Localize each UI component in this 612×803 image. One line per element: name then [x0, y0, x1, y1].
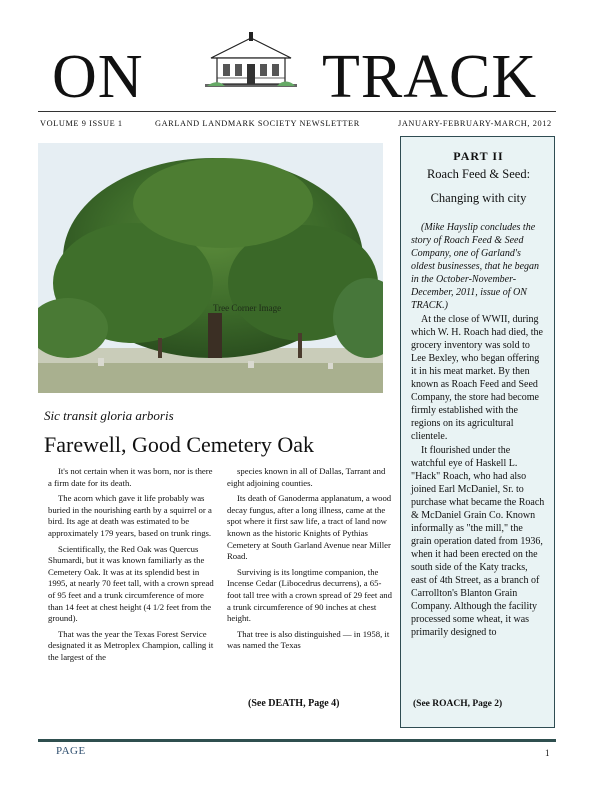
page-number: 1 [545, 748, 550, 758]
photo-overlay-text: Tree Corner Image [213, 303, 282, 313]
newsletter-name: GARLAND LANDMARK SOCIETY NEWSLETTER [155, 119, 360, 128]
sidebar-title-line-2: Changing with city [430, 191, 527, 205]
depot-building-icon [205, 30, 297, 90]
masthead-title-right: TRACK [322, 43, 538, 111]
sidebar-intro: (Mike Hayslip concludes the story of Roach Feed & Seed Company, one of Garland's oldest businesses, that he began in the October-November-December, 2011, issue of ON TRACK.) [411, 222, 540, 311]
sidebar-continued-link[interactable]: (See ROACH, Page 2) [413, 699, 503, 709]
article-paragraph: That was the year the Texas Forest Service designated it as Metroplex Champion, calling it the largest of the [48, 628, 214, 662]
article-paragraph: Scientifically, the Red Oak was Quercus Shumardi, but it was known familiarly as the Cemetery Oak. It was at its splendid best in 1995, at nearly 70 feet tall, with a crown spread of 95 feet and a trunk circumference of more than 14 feet at chest height (4 1/2 feet from the ground). [48, 543, 214, 624]
sidebar-paragraph: At the close of WWII, during which W. H. Roach had died, the grocery inventory was sold to Lee Bexley, who began offering it in his meat market. By then known as Roach Feed and Seed Company, the store had become firmly established with the regions on its agricultural clientele. [411, 314, 543, 442]
sidebar-body [411, 221, 545, 640]
footer-rule [38, 739, 556, 742]
article-headline: Farewell, Good Cemetery Oak [44, 432, 315, 457]
article-paragraph: That tree is also distinguished — in 1958, it was named the Texas [227, 628, 390, 651]
article-paragraph: The acorn which gave it life probably was buried in the nourishing earth by a squirrel or a bird. Its age at death was estimated to be approximately 179 years, based on trunk rings. [48, 493, 212, 538]
article-continued-link[interactable]: (See DEATH, Page 4) [248, 698, 340, 709]
cemetery-oak-photo [38, 143, 383, 393]
volume-issue: VOLUME 9 ISSUE 1 [40, 119, 123, 128]
article-paragraph: Surviving is its longtime companion, the Incense Cedar (Libocedrus decurrens), a 65-foot tall tree with a crown spread of 29 feet and a trunk circumference of 90 inches at chest height. [227, 566, 392, 624]
sidebar-title-line-1: Roach Feed & Seed: [426, 167, 531, 181]
masthead-title-left: ON [52, 43, 144, 111]
article-column-1 [48, 466, 216, 668]
article-paragraph: It's not certain when it was born, nor is there a firm date for its death. [48, 466, 213, 488]
sidebar-part-label: PART II [453, 149, 504, 163]
footer-page-label: PAGE [56, 745, 86, 757]
issue-date: JANUARY-FEBRUARY-MARCH, 2012 [398, 119, 552, 128]
article-kicker: Sic transit gloria arboris [44, 408, 174, 423]
sidebar-paragraph: It flourished under the watchful eye of Haskell L. "Hack" Roach, who had also joined Earl McDaniel, Sr. to purchase what became the Roach & McDaniel Grain Co. Known informally as "the mill," the grain operation dated from 1936, when it had been erected on the south side of the Katy tracks, east of 4th Street, as a branch of Carrollton's Blanton Grain Company. Although the facility processed some wheat, it was primarily designed to [411, 445, 545, 638]
article-column-2 [227, 466, 392, 656]
sidebar-box [400, 136, 555, 728]
article-paragraph: Its death of Ganoderma applanatum, a wood decay fungus, after a long illness, came at the spot where it first saw life, a tract of land now known as the historic Knights of Pythias Cemetery at South Garland Avenue near Miller Road. [227, 493, 392, 562]
article-paragraph: species known in all of Dallas, Tarrant and eight adjoining counties. [227, 466, 386, 488]
masthead-rule [38, 111, 556, 112]
